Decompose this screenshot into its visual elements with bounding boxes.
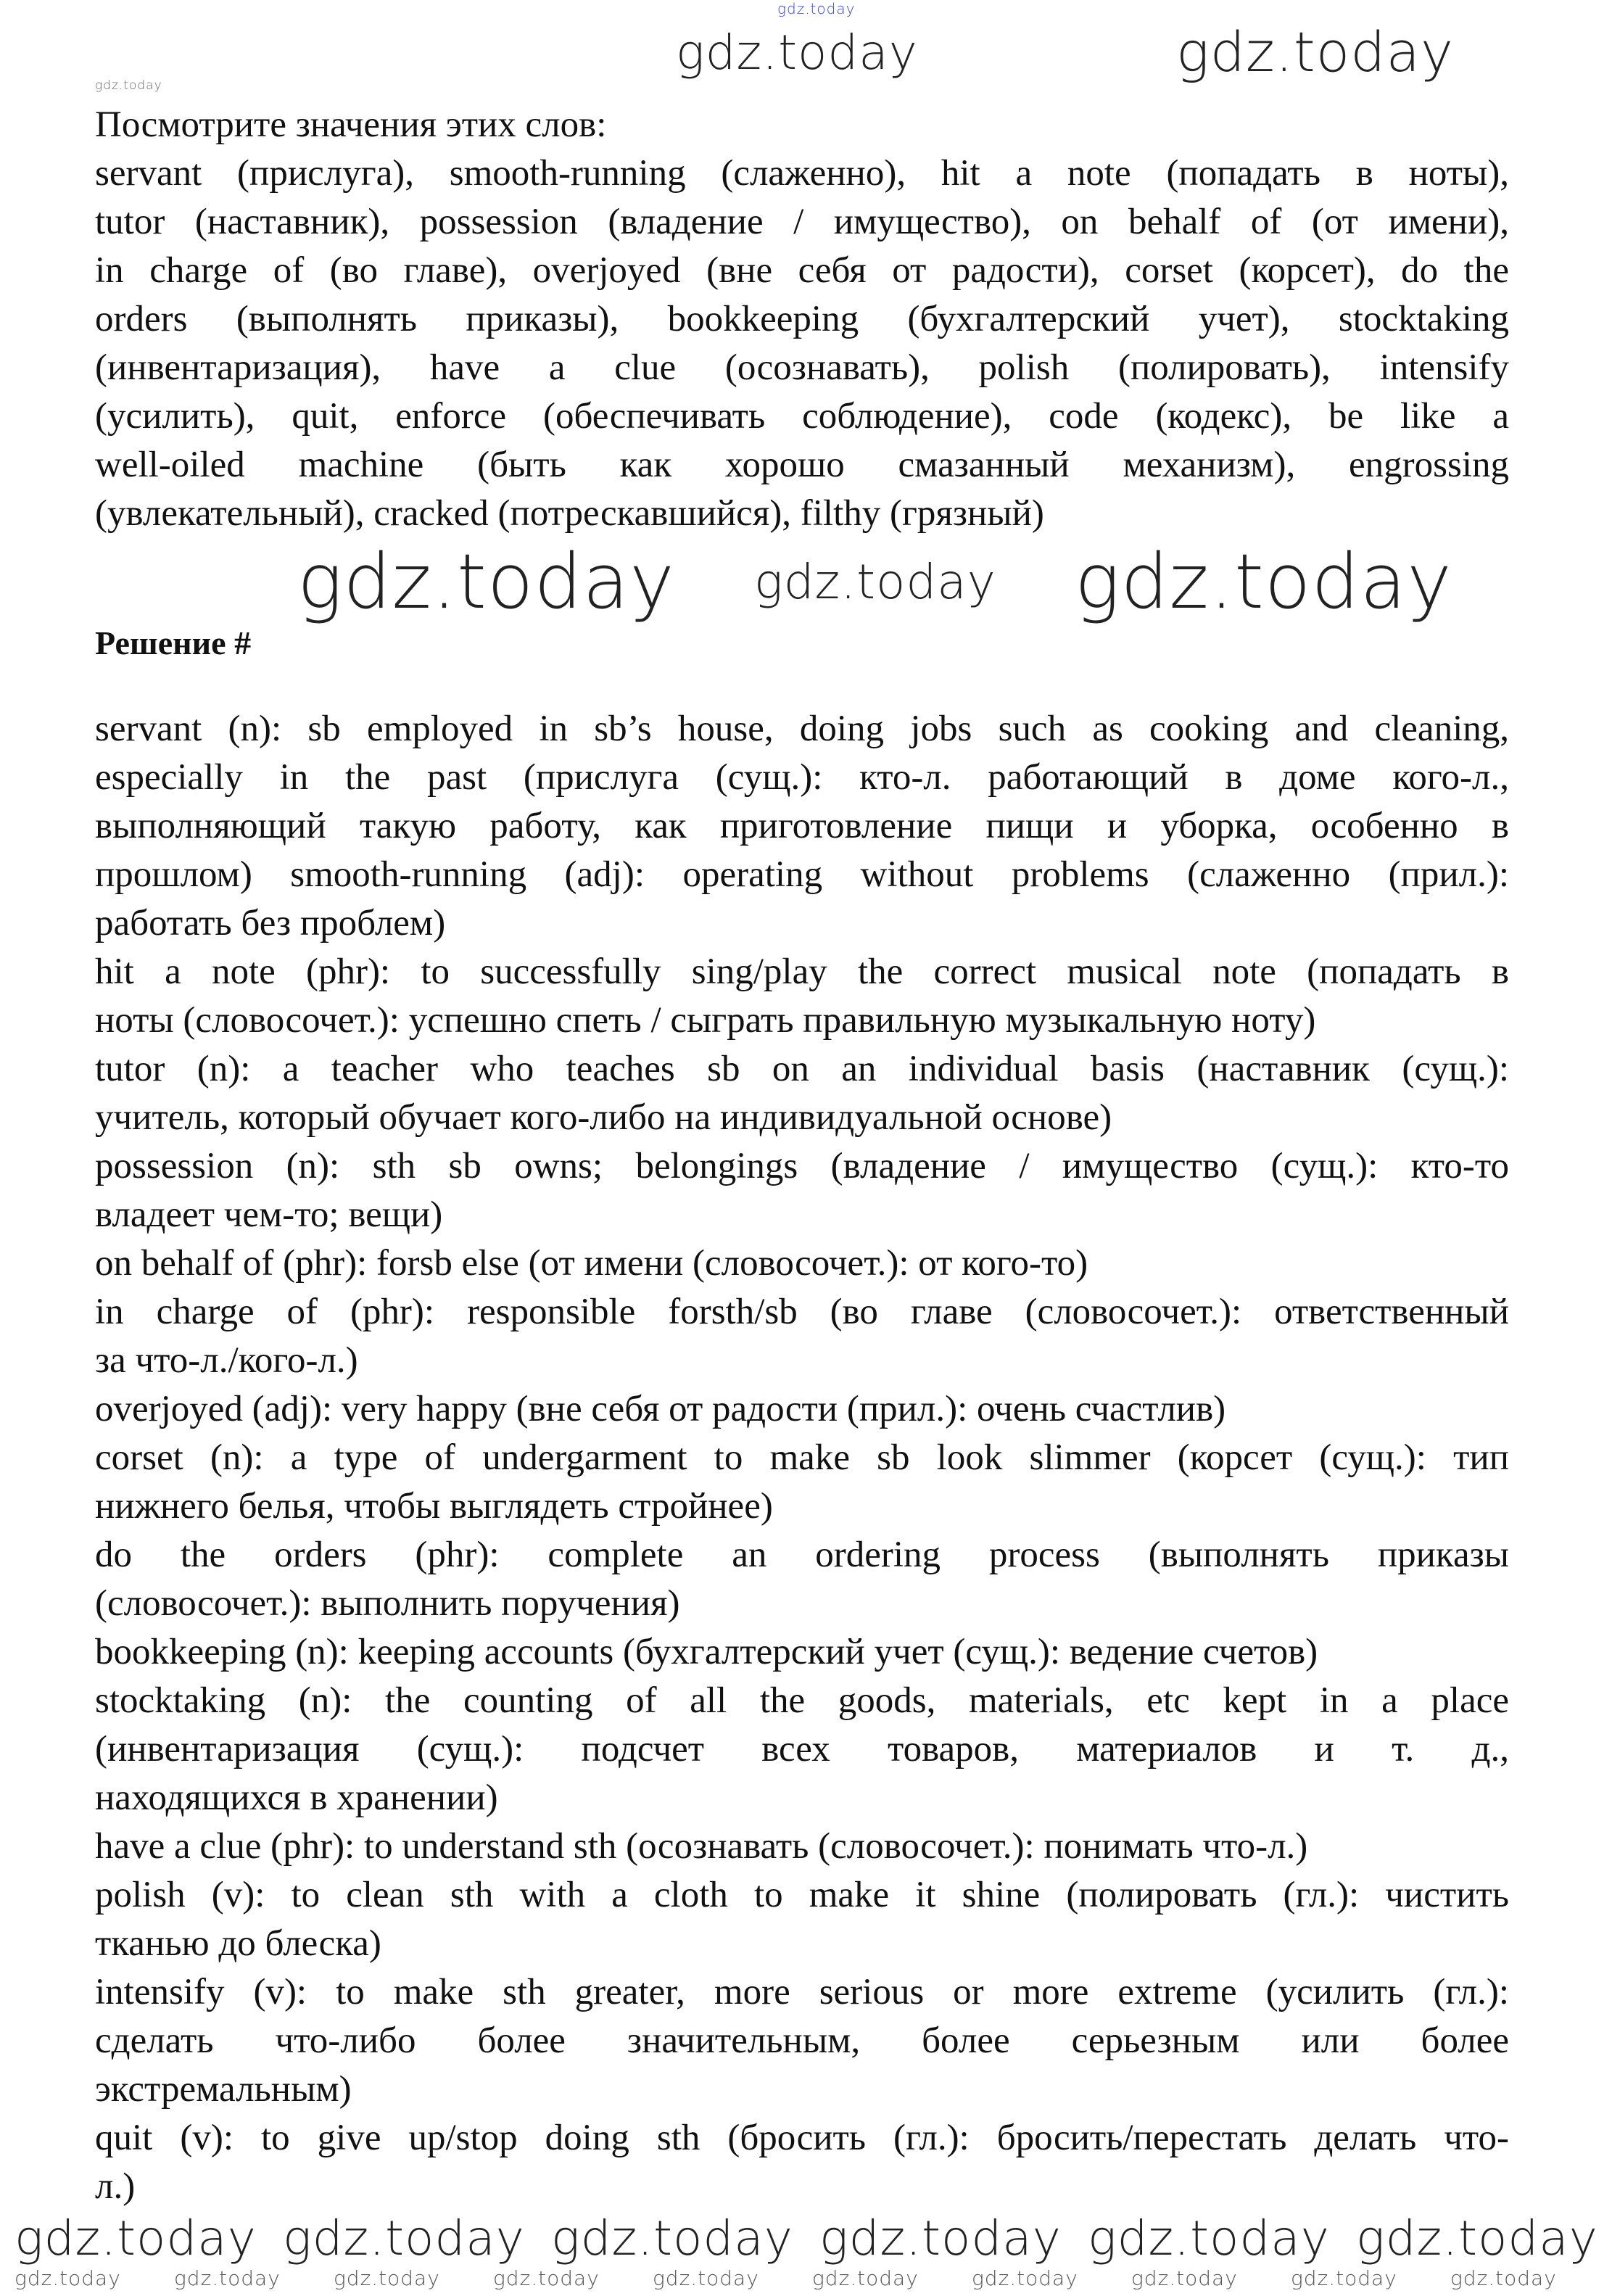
text-line: orders (выполнять приказы), bookkeeping (бухгалтерский учет), stocktaking: [95, 299, 1509, 339]
watermark: gdz.today: [493, 2266, 600, 2290]
watermark: gdz.today: [819, 2210, 1062, 2266]
text-line: overjoyed (adj): very happy (вне себя от радости (прил.): очень счастлив): [95, 1389, 1226, 1429]
text-line: in charge of (phr): responsible forsth/sb (во главе (словосочет.): ответственный: [95, 1292, 1509, 1332]
watermark: gdz.today: [334, 2266, 440, 2290]
text-line: учитель, который обучает кого-либо на индивидуальной основе): [95, 1097, 1112, 1138]
watermark: gdz.today: [812, 2266, 919, 2290]
text-line: servant (прислуга), smooth-running (слаженно), hit a note (попадать в ноты),: [95, 153, 1509, 194]
text-line: работать без проблем): [95, 903, 446, 943]
text-line: Посмотрите значения этих слов:: [95, 104, 607, 145]
text-line: (усилить), quit, enforce (обеспечивать соблюдение), code (кодекс), be like a: [95, 396, 1509, 437]
text-line: bookkeeping (n): keeping accounts (бухгалтерский учет (сущ.): ведение счетов): [95, 1632, 1318, 1672]
watermark: gdz.today: [15, 2210, 257, 2266]
solution-heading: Решение #: [95, 624, 252, 661]
text-line: tutor (наставник), possession (владение / имущество), on behalf of (от имени),: [95, 202, 1509, 242]
watermark: gdz.today: [297, 537, 675, 626]
text-line: polish (v): to clean sth with a cloth to make it shine (полировать (гл.): чистить: [95, 1875, 1509, 1915]
watermark: gdz.today: [1291, 2266, 1397, 2290]
text-line: ноты (словосочет.): успешно спеть / сыграть правильную музыкальную ноту): [95, 1000, 1316, 1041]
watermark: gdz.today: [1176, 20, 1454, 84]
vocabulary-intro: [95, 101, 1509, 538]
text-line: intensify (v): to make sth greater, more serious or more extreme (усилить (гл.):: [95, 1972, 1509, 2012]
watermark: gdz.today: [972, 2266, 1078, 2290]
text-line: do the orders (phr): complete an ordering process (выполнять приказы: [95, 1535, 1509, 1575]
text-line: tutor (n): a teacher who teaches sb on an individual basis (наставник (сущ.):: [95, 1049, 1509, 1089]
watermark: gdz.today: [174, 2266, 281, 2290]
text-line: за что-л./кого-л.): [95, 1340, 358, 1381]
text-line: hit a note (phr): to successfully sing/play the correct musical note (попадать в: [95, 951, 1509, 992]
watermark: gdz.today: [95, 78, 162, 93]
text-line: экстремальным): [95, 2069, 352, 2110]
text-line: (увлекательный), cracked (потрескавшийся), filthy (грязный): [95, 493, 1044, 534]
watermark: gdz.today: [777, 0, 856, 17]
text-line: сделать что-либо более значительным, более серьезным или более: [95, 2020, 1509, 2061]
text-line: находящихся в хранении): [95, 1777, 498, 1818]
text-line: нижнего белья, чтобы выглядеть стройнее): [95, 1486, 773, 1527]
text-line: выполняющий такую работу, как приготовление пищи и уборка, особенно в: [95, 806, 1509, 846]
text-line: corset (n): a type of undergarment to make sb look slimmer (корсет (сущ.): тип: [95, 1437, 1509, 1478]
text-line: (инвентаризация), have a clue (осознавать), polish (полировать), intensify: [95, 347, 1509, 388]
watermark: gdz.today: [676, 25, 918, 80]
text-line: servant (n): sb employed in sb’s house, doing jobs such as cooking and cleaning,: [95, 709, 1509, 749]
watermark: gdz.today: [551, 2210, 793, 2266]
watermark: gdz.today: [653, 2266, 759, 2290]
text-line: тканью до блеска): [95, 1923, 381, 1964]
watermark: gdz.today: [1088, 2210, 1330, 2266]
watermark: gdz.today: [15, 2266, 121, 2290]
text-line: especially in the past (прислуга (сущ.): кто-л. работающий в доме кого-л.,: [95, 757, 1509, 798]
watermark: gdz.today: [754, 554, 996, 610]
text-line: (инвентаризация (сущ.): подсчет всех товаров, материалов и т. д.,: [95, 1729, 1509, 1770]
text-line: in charge of (во главе), overjoyed (вне себя от радости), corset (корсет), do the: [95, 250, 1509, 291]
solution-body: [95, 705, 1509, 2211]
text-line: прошлом) smooth-running (adj): operating without problems (слаженно (прил.):: [95, 854, 1509, 895]
watermark: gdz.today: [1356, 2210, 1598, 2266]
text-line: владеет чем-то; вещи): [95, 1194, 443, 1235]
text-line: л.): [95, 2166, 136, 2207]
watermark: gdz.today: [1450, 2266, 1557, 2290]
watermark: gdz.today: [1131, 2266, 1238, 2290]
text-line: (словосочет.): выполнить поручения): [95, 1583, 680, 1624]
text-line: stocktaking (n): the counting of all the goods, materials, etc kept in a place: [95, 1680, 1509, 1721]
text-line: quit (v): to give up/stop doing sth (бросить (гл.): бросить/перестать делать что-: [95, 2118, 1509, 2158]
text-line: on behalf of (phr): forsb else (от имени (словосочет.): от кого-то): [95, 1243, 1088, 1284]
text-line: possession (n): sth sb owns; belongings (владение / имущество (сущ.): кто-то: [95, 1146, 1509, 1186]
watermark: gdz.today: [283, 2210, 525, 2266]
text-line: well-oiled machine (быть как хорошо смазанный механизм), engrossing: [95, 445, 1509, 485]
text-line: have a clue (phr): to understand sth (осознавать (словосочет.): понимать что-л.): [95, 1826, 1308, 1867]
watermark: gdz.today: [1075, 537, 1452, 626]
